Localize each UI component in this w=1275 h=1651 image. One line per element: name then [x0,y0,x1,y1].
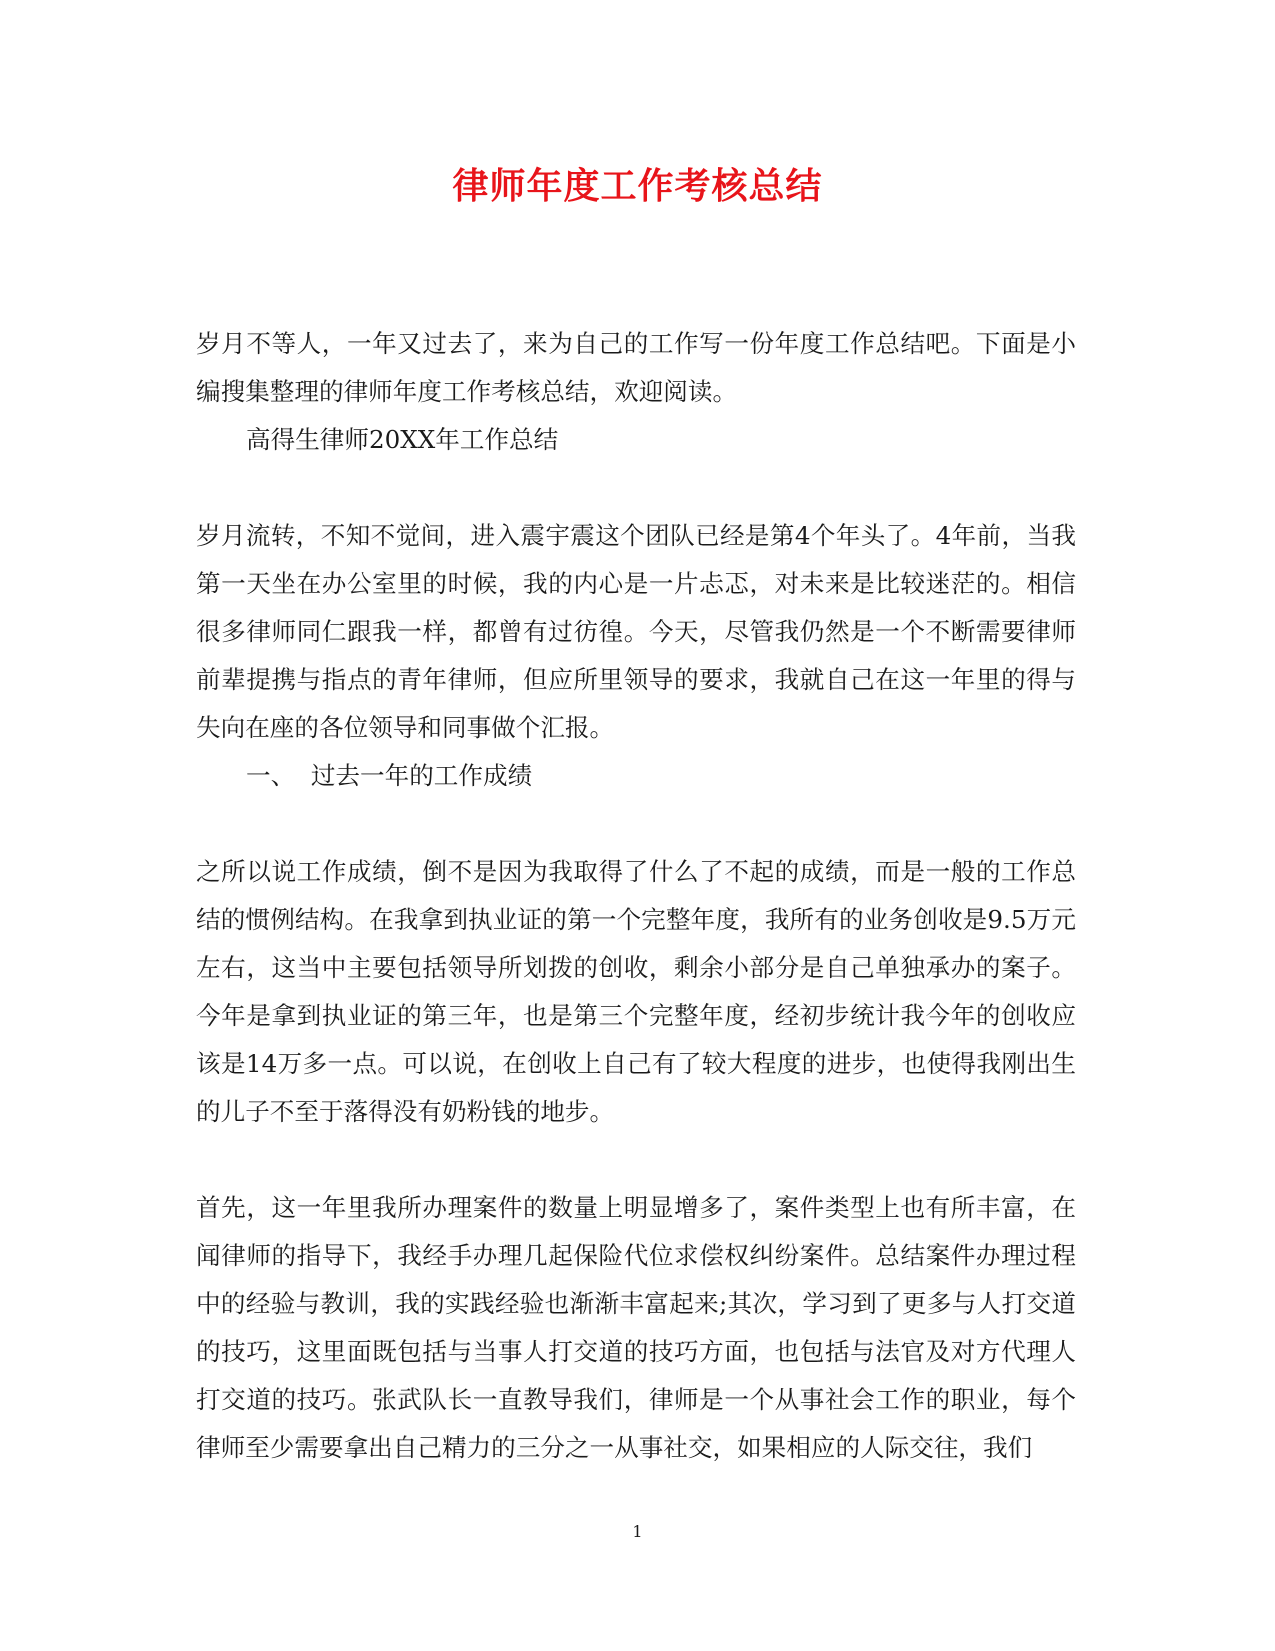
document-title: 律师年度工作考核总结 [452,165,823,207]
opening-paragraph: 岁月流转，不知不觉间，进入震宇震这个团队已经是第4个年头了。4年前，当我第一天坐在办公室里的时候，我的内心是一片忐忑，对未来是比较迷茫的。相信很多律师同仁跟我一样，都曾有过彷徨。今天，尽管我仍然是一个不断需要律师前辈提携与指点的青年律师，但应所里领导的要求，我就自己在这一年里的得与失向在座的各位领导和同事做个汇报。 [196,521,1076,742]
page-number: 1 [632,1522,643,1541]
section-heading-1: 一、 过去一年的工作成绩 [246,761,533,790]
intro-paragraph: 岁月不等人，一年又过去了，来为自己的工作写一份年度工作总结吧。下面是小编搜集整理的律师年度工作考核总结，欢迎阅读。 [196,329,1076,406]
main-heading: 高得生律师20XX年工作总结 [246,425,559,454]
achievements-paragraph: 之所以说工作成绩，倒不是因为我取得了什么了不起的成绩，而是一般的工作总结的惯例结构。在我拿到执业证的第一个完整年度，我所有的业务创收是9.5万元左右，这当中主要包括领导所划拨的创收，剩余小部分是自己单独承办的案子。今年是拿到执业证的第三年，也是第三个完整年度，经初步统计我今年的创收应该是14万多一点。可以说，在创收上自己有了较大程度的进步，也使得我刚出生的儿子不至于落得没有奶粉钱的地步。 [196,857,1076,1126]
first-point-paragraph: 首先，这一年里我所办理案件的数量上明显增多了，案件类型上也有所丰富，在闻律师的指导下，我经手办理几起保险代位求偿权纠纷案件。总结案件办理过程中的经验与教训，我的实践经验也渐渐丰富起来;其次，学习到了更多与人打交道的技巧，这里面既包括与当事人打交道的技巧方面，也包括与法官及对方代理人打交道的技巧。张武队长一直教导我们，律师是一个从事社会工作的职业，每个律师至少需要拿出自己精力的三分之一从事社交，如果相应的人际交往，我们 [196,1193,1076,1462]
